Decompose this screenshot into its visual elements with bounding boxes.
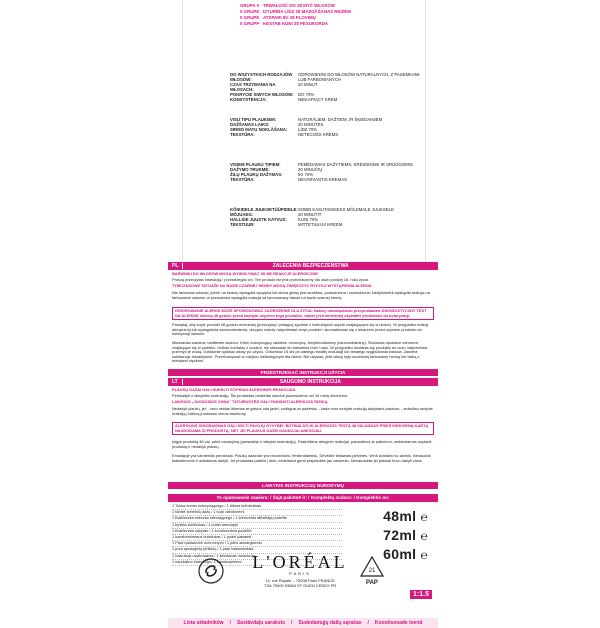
lt-paragraph-4: Emulsijoje yra vandenilio peroksido. Plaukų dažuose yra rezorcinolio, fenilendiaminų. Dėvėkite tinkamas pirštines. Venk kontakto su akimis. Nenaudok blakstienoms ir antakiams dažyti. Jei produktas pateko į akis, nedelsiant gerai praplaukite jas vandeniu. Nenaudokite jei plaukai buvo dažyti chna. — [172, 453, 431, 463]
ingredients-bar — [168, 618, 438, 628]
brand-logo: L'ORÉAL — [252, 552, 348, 572]
contents-item: 1 naudojimo instrukcija / 1 kasutusjuhend — [172, 560, 342, 566]
contents-item: 1 kondicionieriaus buteliukas / 1 pudel palsamit — [172, 535, 342, 541]
spec-row — [230, 132, 420, 137]
contents-item: 1 tūbelė kreminių dažų / 1 tuub värvikreemi — [172, 510, 342, 516]
spec-key: SIRMO MATU NOKLĀŠANA: — [230, 127, 288, 133]
contents-item: 1 Instrukcja użytkowania / 1 lietošanas instrukcija — [172, 554, 342, 560]
spec-value: 20 MINŪTES — [298, 122, 324, 128]
spec-value: NETECOŠS KRĒMS — [298, 132, 339, 138]
estimated-sign: ℮ — [420, 548, 428, 562]
pl-warning-2 — [172, 284, 434, 289]
group-name: 0 GRUPE — [240, 9, 260, 14]
lt-footer-bar: LAIKYKIS INSTRUKCIJŲ NURODYMŲ — [168, 482, 438, 489]
spec-row — [230, 222, 420, 227]
spec-key: DO WSZYSTKICH RODZAJÓW WŁOSÓW: — [230, 72, 293, 83]
spec-value: LĪDZ 70% — [298, 127, 318, 133]
footer — [0, 552, 600, 600]
spec-key: DAŽŠANAS LAIKS: — [230, 122, 270, 128]
lt-boxed-warning — [172, 422, 434, 435]
volume-2 — [383, 527, 428, 543]
spec-table-pl — [230, 72, 420, 103]
group-text: TRWAŁOŚĆ DO 28 MYĆ WŁOSÓW — [263, 3, 335, 8]
spec-key: POKRYCIE SIWYCH WŁOSÓW: — [230, 92, 294, 98]
spec-value: 20 MINUT — [298, 82, 318, 88]
spec-row — [230, 82, 420, 92]
warning-text: TYMCZASOWE TATUAŻE NA BAZIE CZARNEJ HENNY MOGĄ ZWIĘKSZYĆ RYZYKO WYSTĄPIENIA ALERGII. — [172, 283, 373, 288]
recycle-icon — [198, 558, 224, 584]
warning-text: PLAUKŲ DAŽAI GALI SUKELTI STIPRIAS ALERGINES REAKCIJAS. — [172, 387, 297, 392]
spec-value: NEVARVANTIS KREMAS — [298, 177, 347, 183]
spec-value: 20 MINUTIT — [298, 212, 322, 218]
lang-tag: LT — [168, 379, 183, 385]
spec-row — [230, 177, 420, 182]
ingredients-label: Lista składników — [183, 620, 224, 626]
pap-label: PAP — [366, 580, 378, 586]
spec-key: KÕIKIDELE JUUKSETÜÜPIDELE: — [230, 207, 298, 212]
separator: / — [367, 620, 369, 626]
pl-footer-bar: PRZESTRZEGAĆ INSTRUKCJI UŻYCIA — [168, 369, 438, 376]
spec-key: TEKSTŪRA: — [230, 132, 255, 138]
spec-key: VISIEM PLAUKU TIPIEM: — [230, 162, 281, 167]
pl-paragraph-1: Proszę przeczytać instrukcję i przestrzegać ich. Ten produkt nie jest przeznaczony dla osób poniżej 16. roku życia. — [172, 277, 369, 282]
group-name: 0 GRUPP — [240, 21, 260, 26]
address-line-2: TSA 75000 93584 ST OUEN CEDEX FR — [263, 583, 337, 588]
lang-tag: PL — [168, 263, 183, 269]
spec-value: IKI 70% — [298, 172, 314, 178]
group-text: KESTAB KUNI 28 PESUKORDA — [263, 21, 329, 26]
lt-paragraph-2: Nedažyti plaukų, jei: - tavo veidas išbertas ar galvos oda jautri, sudirgusi ar pažeista; - kada nors turėjote reakciją dažydami plaukus; - anksčiau turėjote reakciją į laikiną juodosios chnos tatuiruotę. — [172, 406, 433, 416]
contents-item: 1 tirpiklio buteliukas / 1 pudel arendajat — [172, 523, 342, 529]
estimated-sign: ℮ — [420, 510, 428, 524]
pl-paragraph-4: Mieszanka zawiera: nadtlenek wodoru. Krem koloryzujący zawiera: rezorcynę, fenylenodiaminy (toluenodiaminy). Stosować rękawice ochronne znajdujące się w pudełku. Unikać kontaktu z oczami; nie stosować do barwienia brwi i rzęs. W przypadku dostania się produktu do oczu natychmiast przemyć je wodą. Dokładnie spłukać włosy po użyciu. Odczekać 15 dni po zabiegu trwałej ondulacji lub trwałego wygładzania włosów. Zawiera substancje fotoaktywne. Przechowywać w miejscu niedostępnym dla dzieci. Nie używać, jeśli włosy były wcześniej farbowane henną lub farbą z metalami ciężkimi. — [172, 340, 428, 364]
contents-header: To opakowanie zawiera: / Šajā pakotnē ir: / Komplektą sudaro: / Komplektis on: — [168, 494, 438, 502]
volume-unit: ml — [399, 508, 417, 524]
spec-value: SOBIB KASUTAMISEKS MÕLEMALE JUUKSELE — [298, 207, 394, 212]
spec-row — [230, 72, 420, 82]
spec-table-lt — [230, 162, 420, 182]
lt-warning-2 — [172, 400, 434, 405]
spec-key: TEKSTŪRA: — [230, 177, 255, 183]
spec-key: MÕJUAEG: — [230, 212, 254, 218]
ingredients-label: Koostisosade loend — [374, 620, 423, 626]
contents-item: 1 Buteleczka mleczka utleniającego / 1 krēmveida attīstītāja pudelīte — [172, 516, 342, 522]
warning-text: BARWNIKI DO WŁOSÓW MOGĄ WYWOŁYWAĆ SILNE REAKCJE ALERGICZNE. — [172, 271, 319, 276]
spec-value: PEMĖDAMAS DAŽYTIEMS, KRĖSNIOMS IR SRUOGOMIS — [298, 162, 413, 167]
lt-warning-1 — [172, 388, 434, 393]
pl-boxed-warning — [172, 307, 434, 320]
group-name: GRUPA 0 — [240, 3, 260, 8]
lt-paragraph-3: Įsigyk produktą 48 val. prieš naudojimą (perskaityk ir laikykis instrukcijų). Pasireiškus alerginei reakcijai, paraudimui ar patinimui, nedelsdamas nuplauk produktą ir nedažyk plaukų. — [172, 439, 432, 449]
volume-number: 48 — [383, 508, 400, 524]
boxed-text: ALERGIJOS IGNORAVIMAS GALI KELTI PAVOJŲ GYVYBEI. BŪTINAI ATLIK ALERGIJOS TESTĄ 48 VALANDAS PRIEŠ KIEKVIENĄ KARTĄ NAUDODAMA ŠĮ PRODUKTĄ, NET JEI PLAUKUS DAŽEI NAUDOJAI ANKSČIAU. — [175, 423, 429, 433]
section-title: SAUGUMO INSTRUKCIJA — [279, 379, 341, 385]
boxed-text: IGNOROWANIE ALERGII MOŻE SPOWODOWAĆ ZAGROŻENIE DLA ŻYCIA. Należy obowiązkowo przeprowadzić DIAGNOSTYCZNY TEST NA ALERGIĘ skórną 48 godzin przed każdym użyciem tego produktu, nawet jeśli wcześniej używałeś produktów do koloryzacji. — [175, 308, 427, 318]
pl-paragraph-3: Pamiętaj, aby kupić produkt 48 godzin wcześniej (przeczytaj i postępuj zgodnie z instrukcjami użycia znajdującymi się w ulotce). W przypadku reakcji alergicznej lub wystąpienia zaczerwienienia, obrzęku należy natychmiast zmyć produkt i skontaktować się z lekarzem przed użyciem produktu do koloryzacji włosów. — [172, 322, 429, 337]
spec-value: ODPOWIEDNI DO WŁOSÓW NATURALNYCH, Z PASEMKAMI LUB FARBOWANYCH — [298, 72, 420, 83]
volume-number: 72 — [383, 527, 400, 543]
mixing-ratio: 1:1.5 — [410, 590, 432, 599]
address-line-1: 14, rue Royale – 75008 Paris FRANCE — [265, 578, 335, 583]
spec-table-lv — [230, 117, 420, 137]
volume-number: 60 — [383, 546, 400, 562]
pl-section-header — [168, 262, 438, 270]
group-text: IZTURĪBA LĪDZ 28 MAZGĀŠANAS REIZĒM — [263, 9, 351, 14]
lt-paragraph-1: Perskaityti ir laikykitės instrukcijų. Šis produktas neskirtas naudoti jaunesniems nei 16 metų žmonėms. — [172, 393, 349, 398]
spec-row — [230, 97, 420, 102]
pl-paragraph-2: Nie farbować włosów, jeżeli: na twarzy wystąpiła wysypka lub skóra głowy jest wrażliwa, podrażniona i uszkodzona; kiedykolwiek wystąpiła reakcja na farbowanie włosów; w przeszłości wystąpiła reakcja na tymczasowy tatuaż na bazie czarnej henny. — [172, 290, 430, 300]
spec-key: CZAS TRZYMANIA NA WŁOSACH: — [230, 82, 276, 93]
spec-key: HALLIDE JUUSTE KATVUS: — [230, 217, 287, 223]
spec-key: VISU TIPU PLAUKIEM: — [230, 117, 277, 122]
volume-unit: ml — [399, 527, 417, 543]
spec-value: KUNI 70% — [298, 217, 319, 223]
spec-value: DO 70% — [298, 92, 315, 98]
pap-code: 21 — [368, 568, 376, 574]
spec-key: DAŽYMO TRUKMĖ: — [230, 167, 270, 173]
pap-recycling-icon — [360, 556, 384, 586]
address — [240, 578, 360, 588]
ingredients-label: Sudedamųjų dalių sąrašas — [298, 620, 362, 626]
spec-key: KONSYSTENCJA: — [230, 97, 267, 103]
lt-section-header — [168, 378, 438, 386]
brand-city: PARIS — [289, 571, 311, 576]
contents-item: 1 pora apsauginių pirštinių / 1 paar kaitsekindaid — [172, 547, 342, 553]
group-text: ATSPARI IKI 28 PLOVIMŲ — [263, 15, 316, 20]
contents-item: 1 Buteleczka odżywki / 1 kondicioniera pudelīte — [172, 529, 342, 535]
spec-value: NIEKAPIĄCY KREM — [298, 97, 338, 103]
group-row — [240, 21, 430, 27]
separator: / — [291, 620, 293, 626]
group-name: 0 GRUPĖ — [240, 15, 260, 20]
group-list — [240, 3, 430, 27]
spec-value: NATURĀLIEM, DAŽTIEM, IR ŠĶIEDAINIEM — [298, 117, 383, 122]
spec-key: TEKSTUUR: — [230, 222, 255, 228]
warning-text: LAIKINOS „JUODOSIOS CHNA" TATUIRUOTĖS GALI PADIDINTI ALERGIJOS RIZIKĄ. — [172, 399, 329, 404]
spec-table-et — [230, 207, 420, 227]
contents-item: 1 Tubka kremu koloryzującego / 1 tūbiņa krēmkrāsas — [172, 504, 342, 510]
ingredients-label: Sastāvdaļu saraksts — [236, 620, 286, 626]
main-panel — [168, 262, 438, 626]
spec-key: ŽILŲ PLAUKŲ DAŽYMAS: — [230, 172, 283, 178]
contents-item: 1 Para rękawiczek ochronnych / 1 pāris aizsargcimdu — [172, 541, 342, 547]
volume-unit: ml — [399, 546, 417, 562]
spec-value: MITTETILKUV KREEM — [298, 222, 343, 228]
volume-1 — [383, 508, 428, 524]
section-title: ZALECENIA BEZPIECZEŃSTWA — [272, 263, 349, 269]
separator: / — [229, 620, 231, 626]
estimated-sign: ℮ — [420, 529, 428, 543]
spec-value: 20 MINUČIŲ — [298, 167, 323, 173]
pl-warning-1 — [172, 272, 434, 277]
